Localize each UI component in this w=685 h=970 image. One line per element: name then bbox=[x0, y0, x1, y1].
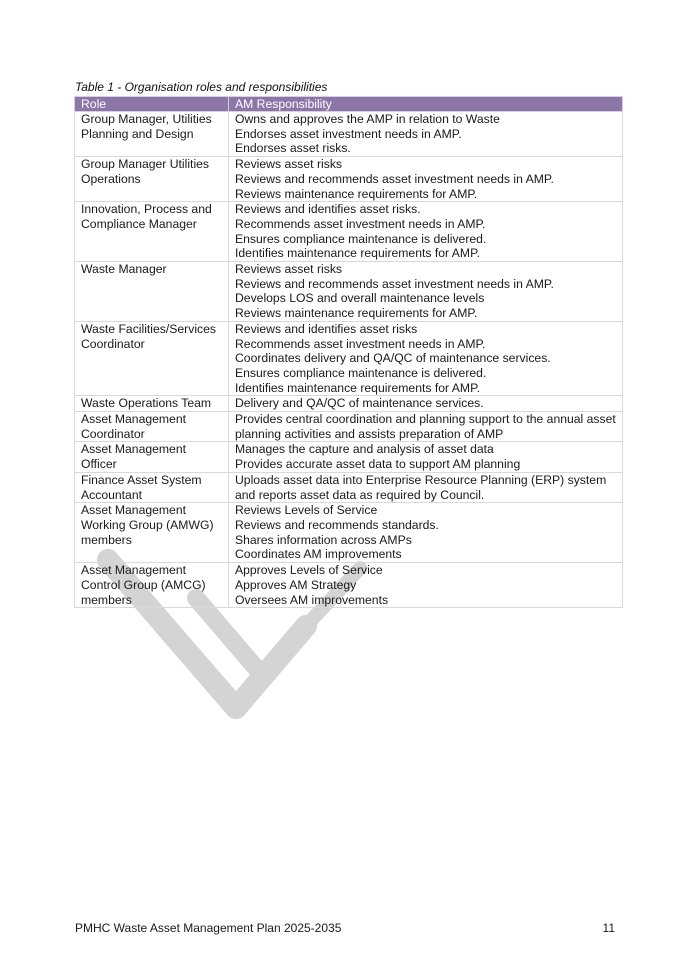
table-row bbox=[75, 157, 623, 202]
role-cell: Waste Operations Team bbox=[75, 396, 229, 412]
table-row bbox=[75, 442, 623, 472]
responsibility-item: Shares information across AMPs bbox=[235, 532, 412, 547]
table-row bbox=[75, 202, 623, 262]
responsibility-cell bbox=[229, 321, 623, 396]
responsibility-item: Coordinates delivery and QA/QC of maintenance services. bbox=[235, 351, 551, 366]
roles-table bbox=[74, 96, 623, 608]
responsibility-item: Uploads asset data into Enterprise Resource Planning (ERP) system and reports asset data as required by Council. bbox=[235, 472, 607, 502]
table-row bbox=[75, 412, 623, 442]
responsibility-item: Identifies maintenance requirements for AMP. bbox=[235, 380, 481, 395]
responsibility-item: Recommends asset investment needs in AMP. bbox=[235, 336, 486, 351]
responsibility-cell bbox=[229, 262, 623, 322]
responsibility-item: Approves AM Strategy bbox=[235, 577, 357, 592]
responsibility-item: Recommends asset investment needs in AMP. bbox=[235, 216, 486, 231]
responsibility-item: Provides accurate asset data to support AM planning bbox=[235, 457, 521, 472]
table-row bbox=[75, 563, 623, 608]
responsibility-item: Reviews and recommends standards. bbox=[235, 517, 439, 532]
watermark-stroke-inner bbox=[196, 598, 256, 668]
responsibility-item: Develops LOS and overall maintenance levels bbox=[235, 291, 485, 306]
role-cell: Group Manager, Utilities Planning and Design bbox=[75, 112, 229, 157]
page-number: 11 bbox=[602, 921, 615, 935]
table-header-row bbox=[75, 97, 623, 112]
responsibility-item: Reviews and recommends asset investment needs in AMP. bbox=[235, 276, 554, 291]
role-cell: Finance Asset System Accountant bbox=[75, 472, 229, 502]
role-cell: Innovation, Process and Compliance Manager bbox=[75, 202, 229, 262]
footer-document-title: PMHC Waste Asset Management Plan 2025-2035 bbox=[75, 921, 342, 935]
header-am-responsibility: AM Responsibility bbox=[229, 97, 623, 112]
responsibility-item: Reviews Levels of Service bbox=[235, 503, 378, 518]
responsibility-item: Reviews maintenance requirements for AMP. bbox=[235, 306, 478, 321]
table-row bbox=[75, 503, 623, 563]
role-cell: Waste Facilities/Services Coordinator bbox=[75, 321, 229, 396]
table-row bbox=[75, 321, 623, 396]
responsibility-cell bbox=[229, 442, 623, 472]
responsibility-cell bbox=[229, 412, 623, 442]
responsibility-cell bbox=[229, 503, 623, 563]
page-content bbox=[74, 80, 622, 608]
role-cell: Asset Management Officer bbox=[75, 442, 229, 472]
responsibility-item: Owns and approves the AMP in relation to Waste bbox=[235, 112, 500, 126]
responsibility-item: Provides central coordination and planning support to the annual asset planning activities and assists preparation of AMP bbox=[235, 412, 616, 441]
responsibility-item: Oversees AM improvements bbox=[235, 592, 389, 607]
responsibility-item: Reviews maintenance requirements for AMP. bbox=[235, 186, 478, 201]
responsibility-item: Ensures compliance maintenance is delivered. bbox=[235, 365, 487, 380]
responsibility-item: Delivery and QA/QC of maintenance services. bbox=[235, 396, 484, 411]
table-row bbox=[75, 472, 623, 502]
responsibility-cell bbox=[229, 112, 623, 157]
responsibility-cell bbox=[229, 472, 623, 502]
header-role: Role bbox=[75, 97, 229, 112]
responsibility-item: Manages the capture and analysis of asset data bbox=[235, 442, 494, 457]
responsibility-cell bbox=[229, 202, 623, 262]
role-cell: Asset Management Working Group (AMWG) members bbox=[75, 503, 229, 563]
responsibility-item: Endorses asset investment needs in AMP. bbox=[235, 126, 462, 141]
responsibility-item: Reviews asset risks bbox=[235, 157, 343, 172]
responsibility-item: Approves Levels of Service bbox=[235, 563, 383, 578]
responsibility-item: Reviews and identifies asset risks. bbox=[235, 202, 421, 217]
table-caption: Table 1 - Organisation roles and responsibilities bbox=[75, 80, 328, 94]
responsibility-item: Coordinates AM improvements bbox=[235, 547, 402, 562]
responsibility-item: Reviews and identifies asset risks bbox=[235, 321, 418, 336]
responsibility-item: Reviews and recommends asset investment needs in AMP. bbox=[235, 171, 554, 186]
responsibility-item: Ensures compliance maintenance is delivered. bbox=[235, 231, 487, 246]
table-body bbox=[75, 112, 623, 608]
responsibility-cell bbox=[229, 157, 623, 202]
table-row bbox=[75, 112, 623, 157]
responsibility-item: Identifies maintenance requirements for AMP. bbox=[235, 246, 481, 261]
role-cell: Group Manager Utilities Operations bbox=[75, 157, 229, 202]
responsibility-cell bbox=[229, 396, 623, 412]
table-row bbox=[75, 396, 623, 412]
responsibility-cell bbox=[229, 563, 623, 608]
responsibility-item: Reviews asset risks bbox=[235, 262, 343, 277]
role-cell: Waste Manager bbox=[75, 262, 229, 322]
responsibility-item: Endorses asset risks. bbox=[235, 141, 351, 156]
table-row bbox=[75, 262, 623, 322]
role-cell: Asset Management Control Group (AMCG) members bbox=[75, 563, 229, 608]
role-cell: Asset Management Coordinator bbox=[75, 412, 229, 442]
